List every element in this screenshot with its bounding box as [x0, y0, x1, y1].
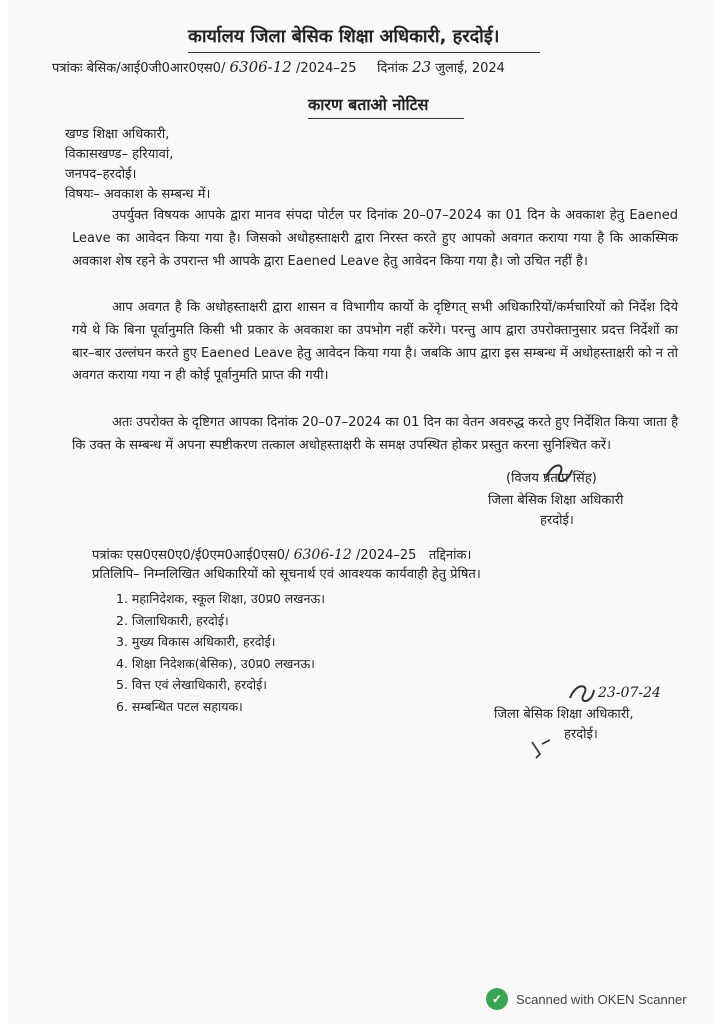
signatory-designation: जिला बेसिक शिक्षा अधिकारी: [488, 493, 624, 508]
copy-recipient-item: 4. शिक्षा निदेशक(बेसिक), उ0प्र0 लखनऊ।: [116, 655, 315, 671]
subject-line: विषयः– अवकाश के सम्बन्ध में।: [65, 187, 211, 202]
addressee-line-2: विकासखण्ड– हरियावां,: [65, 147, 174, 162]
copy-handwritten-date: 23-07-24: [598, 685, 661, 701]
copy-recipient-list: [116, 588, 325, 717]
oken-scanner-logo-icon: ✓: [486, 988, 508, 1010]
body-paragraph-3: अतः उपरोक्त के दृष्टिगत आपका दिनांक 20–07–2024 का 01 दिन का वेतन अवरुद्ध करते हुए निर्देशित किया जाता है कि उक्त के सम्बन्ध में अपना स्पष्टीकरण तत्काल अधोहस्ताक्षरी के समक्ष उपस्थित होकर प्रस्तुत करना सुनिश्चित करें।: [72, 415, 678, 453]
date-label: दिनांक: [377, 61, 408, 76]
addressee-line-1: खण्ड शिक्षा अधिकारी,: [65, 127, 170, 142]
copy-recipient-item: 3. मुख्य विकास अधिकारी, हरदोई।: [116, 634, 276, 649]
copy-reference-prefix: पत्रांकः एस0एस0ए0/ई0एम0आई0एस0/: [92, 548, 290, 563]
copy-reference-year: /2024–25: [355, 548, 417, 563]
copy-recipient-item: 2. जिलाधिकारी, हरदोई।: [116, 612, 229, 628]
date-handwritten: 23: [412, 58, 432, 76]
initial-mark: [528, 736, 558, 762]
reference-line: [52, 58, 505, 78]
copy-reference-line: [92, 546, 471, 565]
copy-reference-number-handwritten: 6306-12: [293, 547, 352, 563]
copy-sign-place: हरदोई।: [564, 727, 598, 742]
signature-mark-2: [564, 680, 598, 708]
scanner-watermark: [486, 988, 687, 1010]
copy-heading: प्रतिलिपि– निम्नलिखित अधिकारियों को सूचनार्थ एवं आवश्यक कार्यवाही हेतु प्रेषित।: [92, 567, 481, 582]
reference-prefix: पत्रांकः बेसिक/आई0जी0आर0एस0/: [52, 61, 226, 76]
date-rest: जुलाई, 2024: [435, 61, 505, 76]
body-paragraph-1: उपर्युक्त विषयक आपके द्वारा मानव संपदा पोर्टल पर दिनांक 20–07–2024 का 01 दिन के अवकाश हेतु Eaened Leave का आवेदन किया गया है। जिसको अधोहस्ताक्षरी द्वारा निरस्त करते हुए आपको अवगत कराया गया है कि आकस्मिक अवकाश शेष रहने के उपरान्त भी आपके द्वारा Eaened Leave हेतु आवेदन किया गया है। जो उचित नहीं है।: [72, 208, 678, 269]
copy-recipient-item: 5. वित्त एवं लेखाधिकारी, हरदोई।: [116, 677, 268, 692]
notice-title: कारण बताओ नोटिस: [308, 95, 429, 114]
addressee-line-3: जनपद–हरदोई।: [65, 167, 137, 182]
reference-number-handwritten: 6306-12: [229, 58, 292, 76]
body-paragraph-2: आप अवगत है कि अधोहस्ताक्षरी द्वारा शासन व विभागीय कार्यो के दृष्टिगत् सभी अधिकारियों/कर्मचारियों को निर्देश दिये गये थे कि बिना पूर्वानुमति किसी भी प्रकार के अवकाश का उपभोग नहीं करेंगे। परन्तु आप द्वारा उपरोक्तानुसार प्रदत्त निर्देशों का बार–बार उल्लंघन करते हुए Eaened Leave हेतु आवेदन किया गया है। जबकि आप द्वारा इस सम्बन्ध में अधोहस्ताक्षरी को न तो अवगत कराया गया न ही कोई पूर्वानुमति प्राप्त की गयी।: [72, 300, 678, 384]
signatory-place: हरदोई।: [540, 513, 574, 528]
document-page: [8, 0, 714, 1024]
signatory-name: (विजय प्रताप सिंह): [506, 471, 597, 486]
copy-recipient-item: 1. महानिदेशक, स्कूल शिक्षा, उ0प्र0 लखनऊ।: [116, 591, 325, 606]
reference-year: /2024–25: [295, 61, 357, 76]
copy-date: तद्दिनांक।: [428, 548, 472, 563]
scanner-label: Scanned with OKEN Scanner: [516, 991, 687, 1007]
title-underline: [188, 52, 540, 53]
notice-underline: [308, 118, 464, 119]
office-title: कार्यालय जिला बेसिक शिक्षा अधिकारी, हरदोई।: [188, 26, 500, 47]
copy-sign-designation: जिला बेसिक शिक्षा अधिकारी,: [494, 707, 634, 722]
copy-recipient-item: 6. सम्बन्धित पटल सहायक।: [116, 698, 243, 714]
